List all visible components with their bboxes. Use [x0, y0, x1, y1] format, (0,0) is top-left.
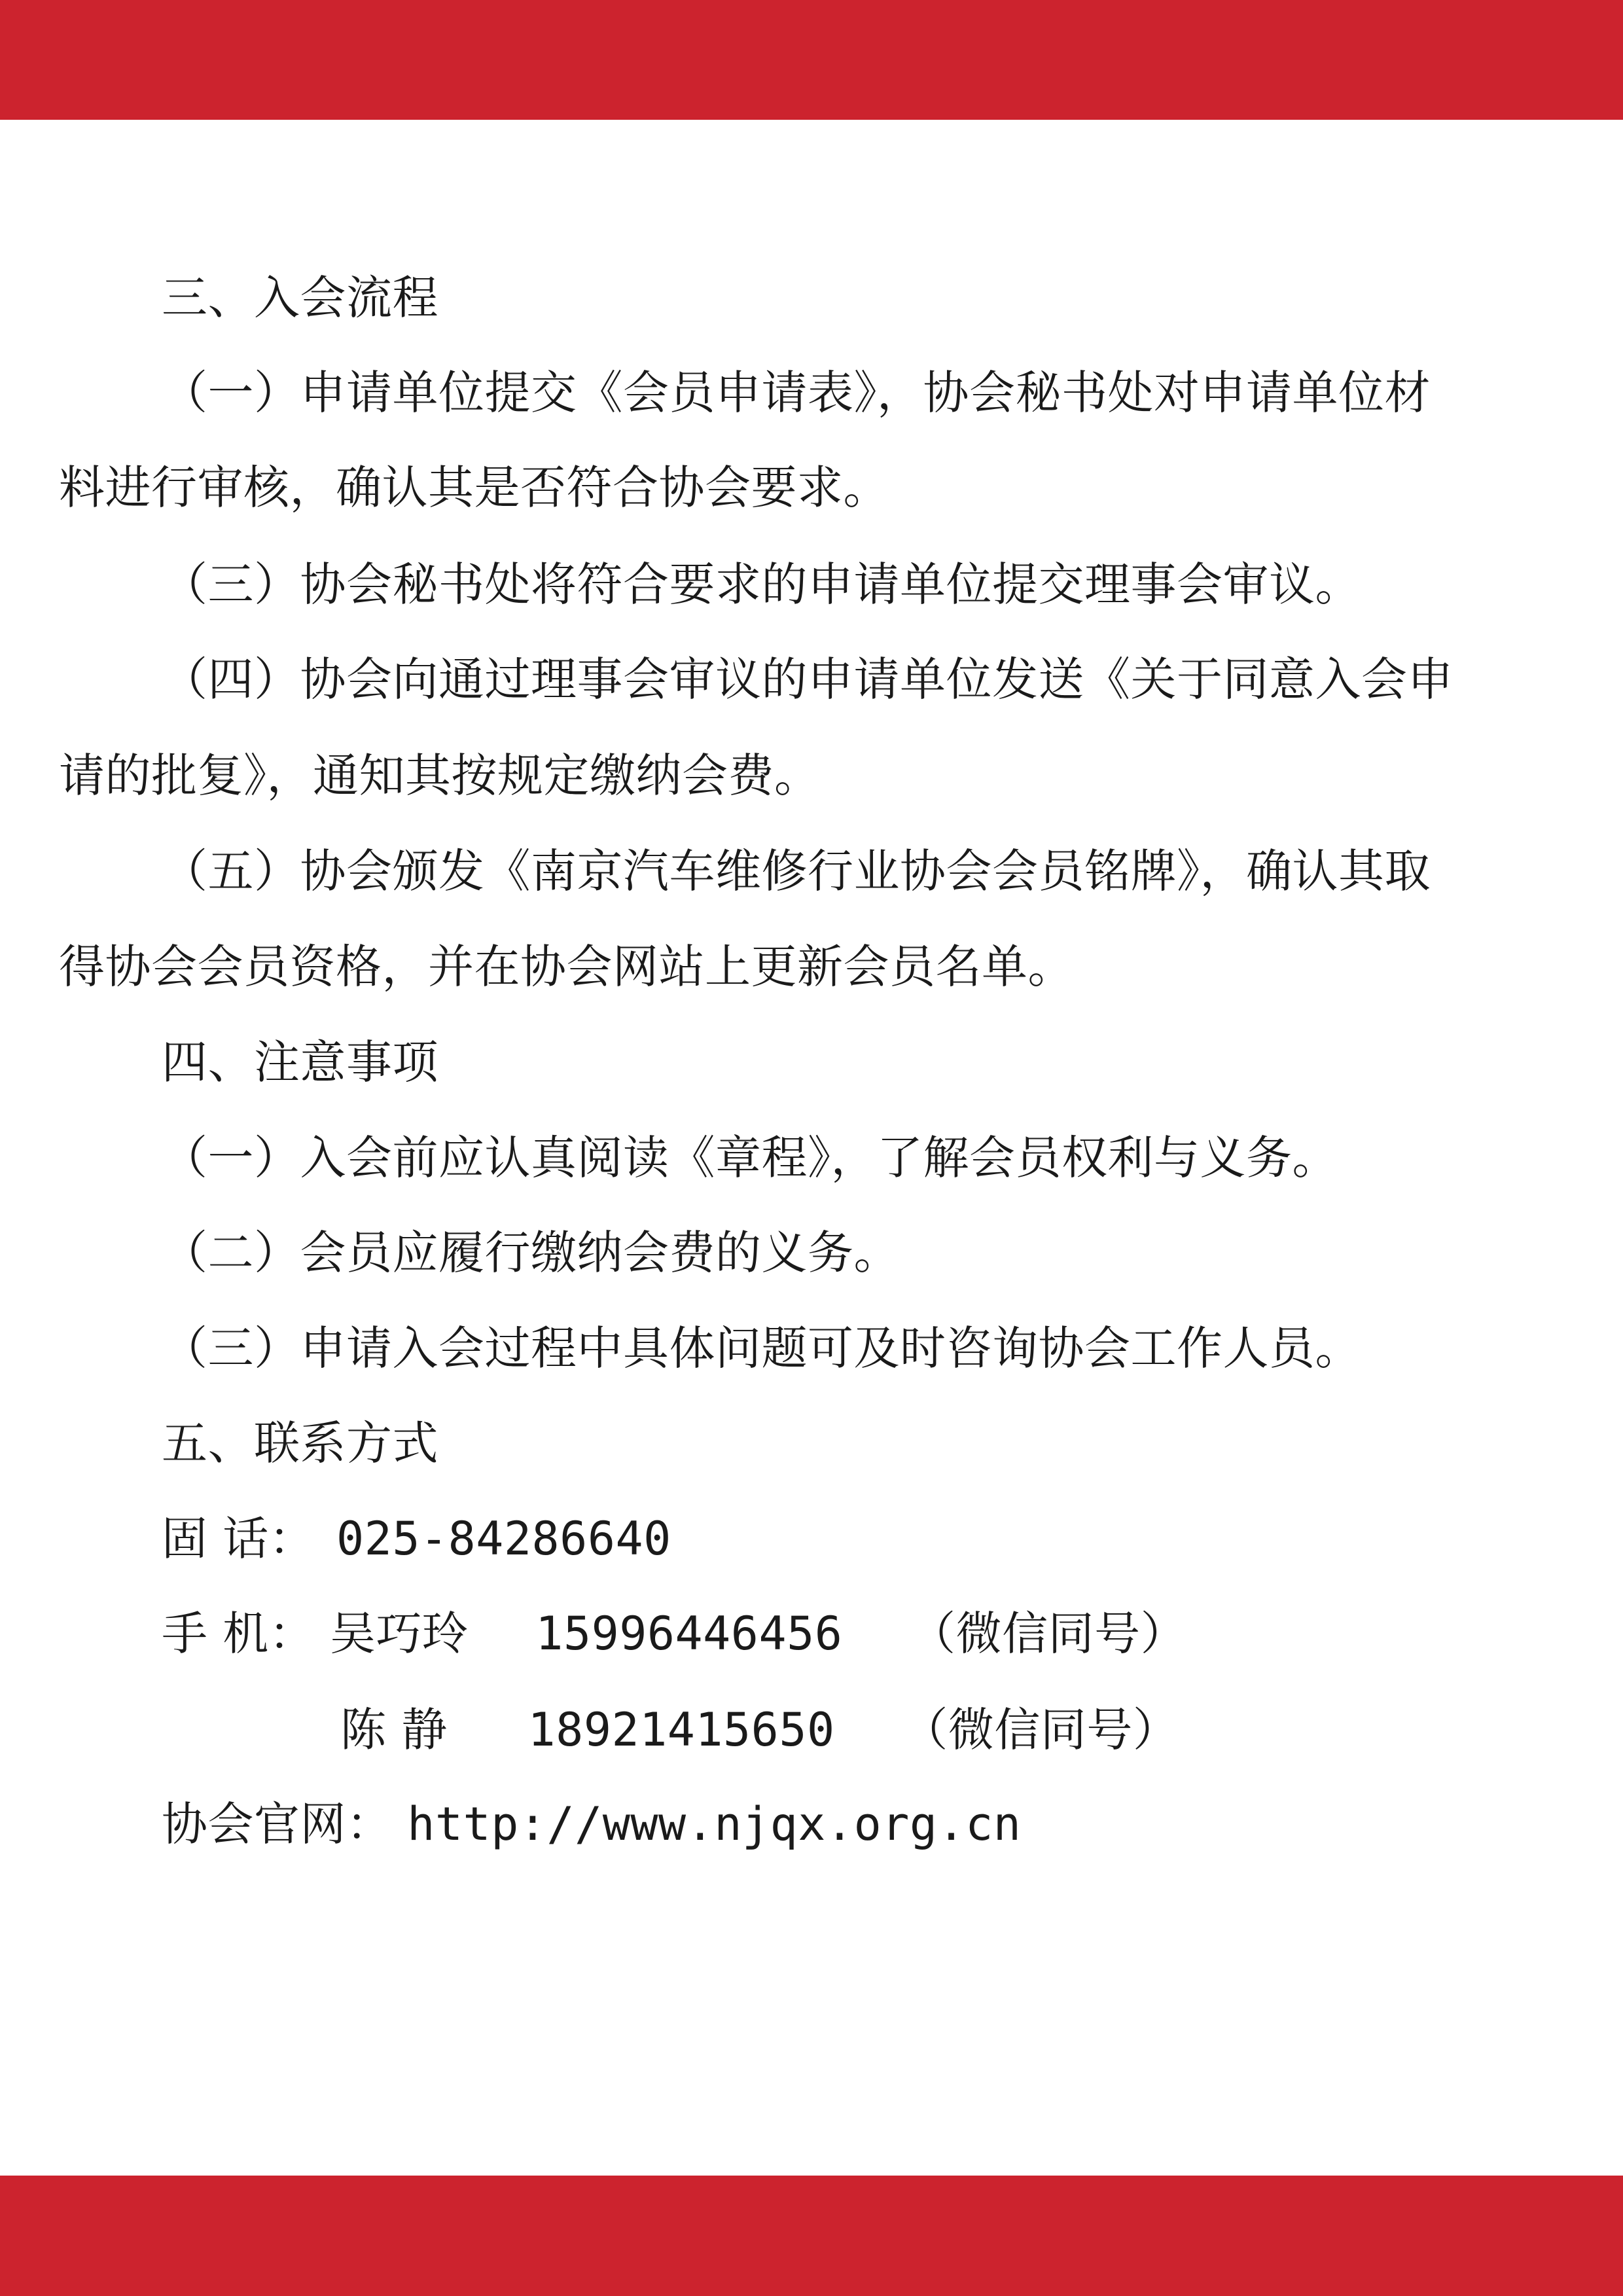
- website-label: 协会官网：: [162, 1797, 393, 1851]
- bottom-red-band: [0, 2176, 1623, 2296]
- contact-person-1-note: （微信同号）: [910, 1607, 1187, 1660]
- section-3-item-1-line-1: （一）申请单位提交《会员申请表》，协会秘书处对申请单位材: [162, 366, 1431, 420]
- section-4-item-1: （一）入会前应认真阅读《章程》，了解会员权利与义务。: [162, 1131, 1338, 1185]
- mobile-label: 手 机：: [162, 1607, 315, 1660]
- contact-person-1-name: 吴巧玲: [330, 1607, 469, 1660]
- contact-person-2-note: （微信同号）: [902, 1703, 1179, 1757]
- section-5-title: 五、联系方式: [162, 1416, 438, 1470]
- section-3-item-1-line-2: 料进行审核，确认其是否符合协会要求。: [59, 461, 889, 514]
- section-4-item-2: （二）会员应履行缴纳会费的义务。: [162, 1226, 900, 1280]
- contact-person-1-number: 15996446456: [535, 1607, 843, 1660]
- section-4-title: 四、注意事项: [162, 1035, 438, 1089]
- contact-mobile-row-1: [162, 1604, 1186, 1663]
- section-3-item-3-line-1: （四）协会向通过理事会审议的申请单位发送《关于同意入会申: [162, 653, 1454, 706]
- section-3-item-2: （三）协会秘书处将符合要求的申请单位提交理事会审议。: [162, 558, 1361, 611]
- section-3-item-4-line-2: 得协会会员资格，并在协会网站上更新会员名单。: [59, 940, 1074, 994]
- contact-landline-row: [162, 1509, 671, 1568]
- landline-label: 固 话：: [162, 1512, 315, 1566]
- website-link[interactable]: http://www.njqx.org.cn: [407, 1797, 1022, 1851]
- section-4-item-3: （三）申请入会过程中具体问题可及时咨询协会工作人员。: [162, 1321, 1361, 1375]
- contact-person-2-number: 18921415650: [527, 1703, 835, 1757]
- contact-mobile-row-2: [340, 1700, 1179, 1759]
- landline-number: 025-84286640: [336, 1512, 671, 1566]
- section-3-item-3-line-2: 请的批复》，通知其按规定缴纳会费。: [59, 749, 821, 802]
- contact-website-row: [162, 1795, 1021, 1854]
- section-3-title: 三、入会流程: [162, 271, 438, 325]
- section-3-item-4-line-1: （五）协会颁发《南京汽车维修行业协会会员铭牌》，确认其取: [162, 844, 1431, 898]
- contact-person-2-name: 陈 静: [340, 1703, 448, 1757]
